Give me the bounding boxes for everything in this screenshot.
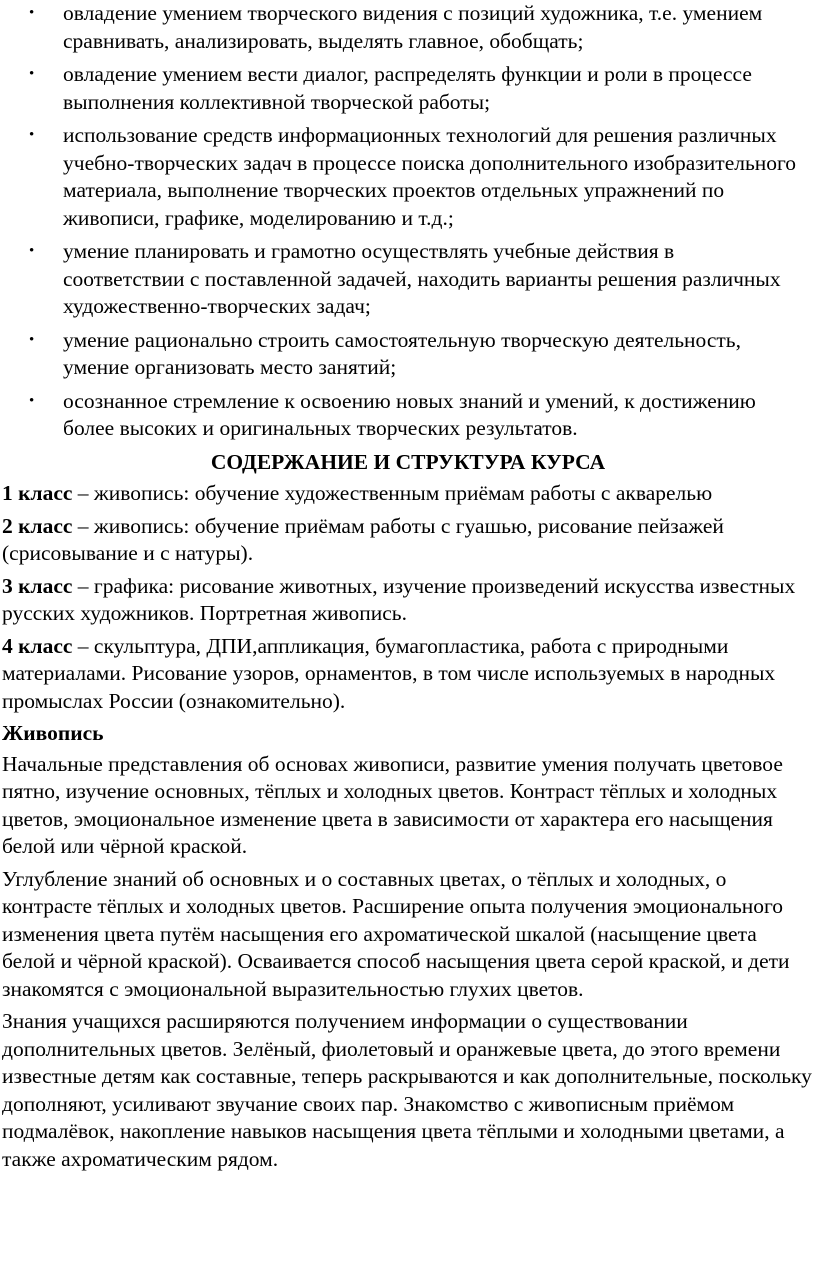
class-text: – скульптура, ДПИ,аппликация, бумагопластика, работа с природными материалами. Рисование узоров, орнаментов, в том числе используемых в народных промыслах России (ознакомительно). [2, 633, 776, 713]
section-title-painting: Живопись [2, 721, 104, 745]
list-item [0, 388, 816, 443]
list-item [0, 327, 816, 382]
list-item [0, 238, 816, 321]
list-item-text: использование средств информационных технологий для решения различных учебно-творческих задач в процессе поиска дополнительного изобразительного материала, выполнение творческих проектов отдельных упражнений по живописи, графике, моделированию и т.д.; [63, 123, 797, 230]
list-item-text: овладение умением творческого видения с позиций художника, т.е. умением сравнивать, анализировать, выделять главное, обобщать; [63, 1, 763, 53]
class-description-1 [0, 480, 816, 508]
bullet-icon: • [29, 331, 35, 348]
paragraph: Начальные представления об основах живописи, развитие умения получать цветовое пятно, изучение основных, тёплых и холодных цветов. Контраст тёплых и холодных цветов, эмоциональное изменение цвета в зависимости от характера его насыщения белой или чёрной краской. [2, 751, 783, 858]
list-item-text: осознанное стремление к освоению новых знаний и умений, к достижению более высоких и оригинальных творческих результатов. [63, 388, 756, 440]
paragraph: Углубление знаний об основных и о составных цветах, о тёплых и холодных, о контрасте тёплых и холодных цветов. Расширение опыта получения эмоционального изменения цвета путём насыщения его ахроматической шкалой (насыщение цвета белой и чёрной краской). Осваивается способ насыщения цвета серой краской, и дети знакомятся с эмоциональной выразительностью глухих цветов. [2, 866, 790, 1001]
class-label: 1 класс [2, 481, 73, 505]
class-description-3 [0, 573, 816, 628]
class-description-4 [0, 633, 816, 716]
bullet-icon: • [29, 392, 35, 409]
list-item-text: умение рационально строить самостоятельную творческую деятельность, умение организовать место занятий; [63, 327, 741, 379]
class-label: 4 класс [2, 633, 73, 658]
course-structure-heading: СОДЕРЖАНИЕ И СТРУКТУРА КУРСА [210, 449, 606, 474]
list-item-text: умение планировать и грамотно осуществлять учебные действия в соответствии с поставленной задачей, находить варианты решения различных художественно-творческих задач; [63, 239, 781, 318]
list-item [0, 122, 816, 232]
class-label: 2 класс [2, 513, 73, 538]
list-item [0, 61, 816, 116]
bullet-list [0, 0, 816, 443]
class-text: – живопись: обучение художественным приёмам работы с акварелью [72, 481, 713, 505]
class-text: – графика: рисование животных, изучение произведений искусства известных русских художников. Портретная живопись. [2, 573, 796, 625]
paragraph: Знания учащихся расширяются получением информации о существовании дополнительных цветов. Зелёный, фиолетовый и оранжевые цвета, до этого времени известные детям как составные, теперь раскрываются и как дополнительные, поскольку дополняют, усиливают звучание своих пар. Знакомство с живописным приёмом подмалёвок, накопление навыков насыщения цвета тёплыми и холодными цветами, а также ахроматическим рядом. [2, 1009, 812, 1171]
class-label: 3 класс [2, 573, 73, 598]
list-item-text: овладение умением вести диалог, распределять функции и роли в процессе выполнения коллективной творческой работы; [63, 62, 752, 114]
bullet-icon: • [29, 5, 35, 21]
bullet-icon: • [29, 66, 35, 82]
class-text: – живопись: обучение приёмам работы с гуашью, рисование пейзажей (срисовывание и с натуры). [2, 513, 724, 565]
class-description-2 [0, 513, 816, 568]
list-item [0, 0, 816, 55]
bullet-icon: • [29, 127, 35, 143]
bullet-icon: • [29, 243, 35, 259]
